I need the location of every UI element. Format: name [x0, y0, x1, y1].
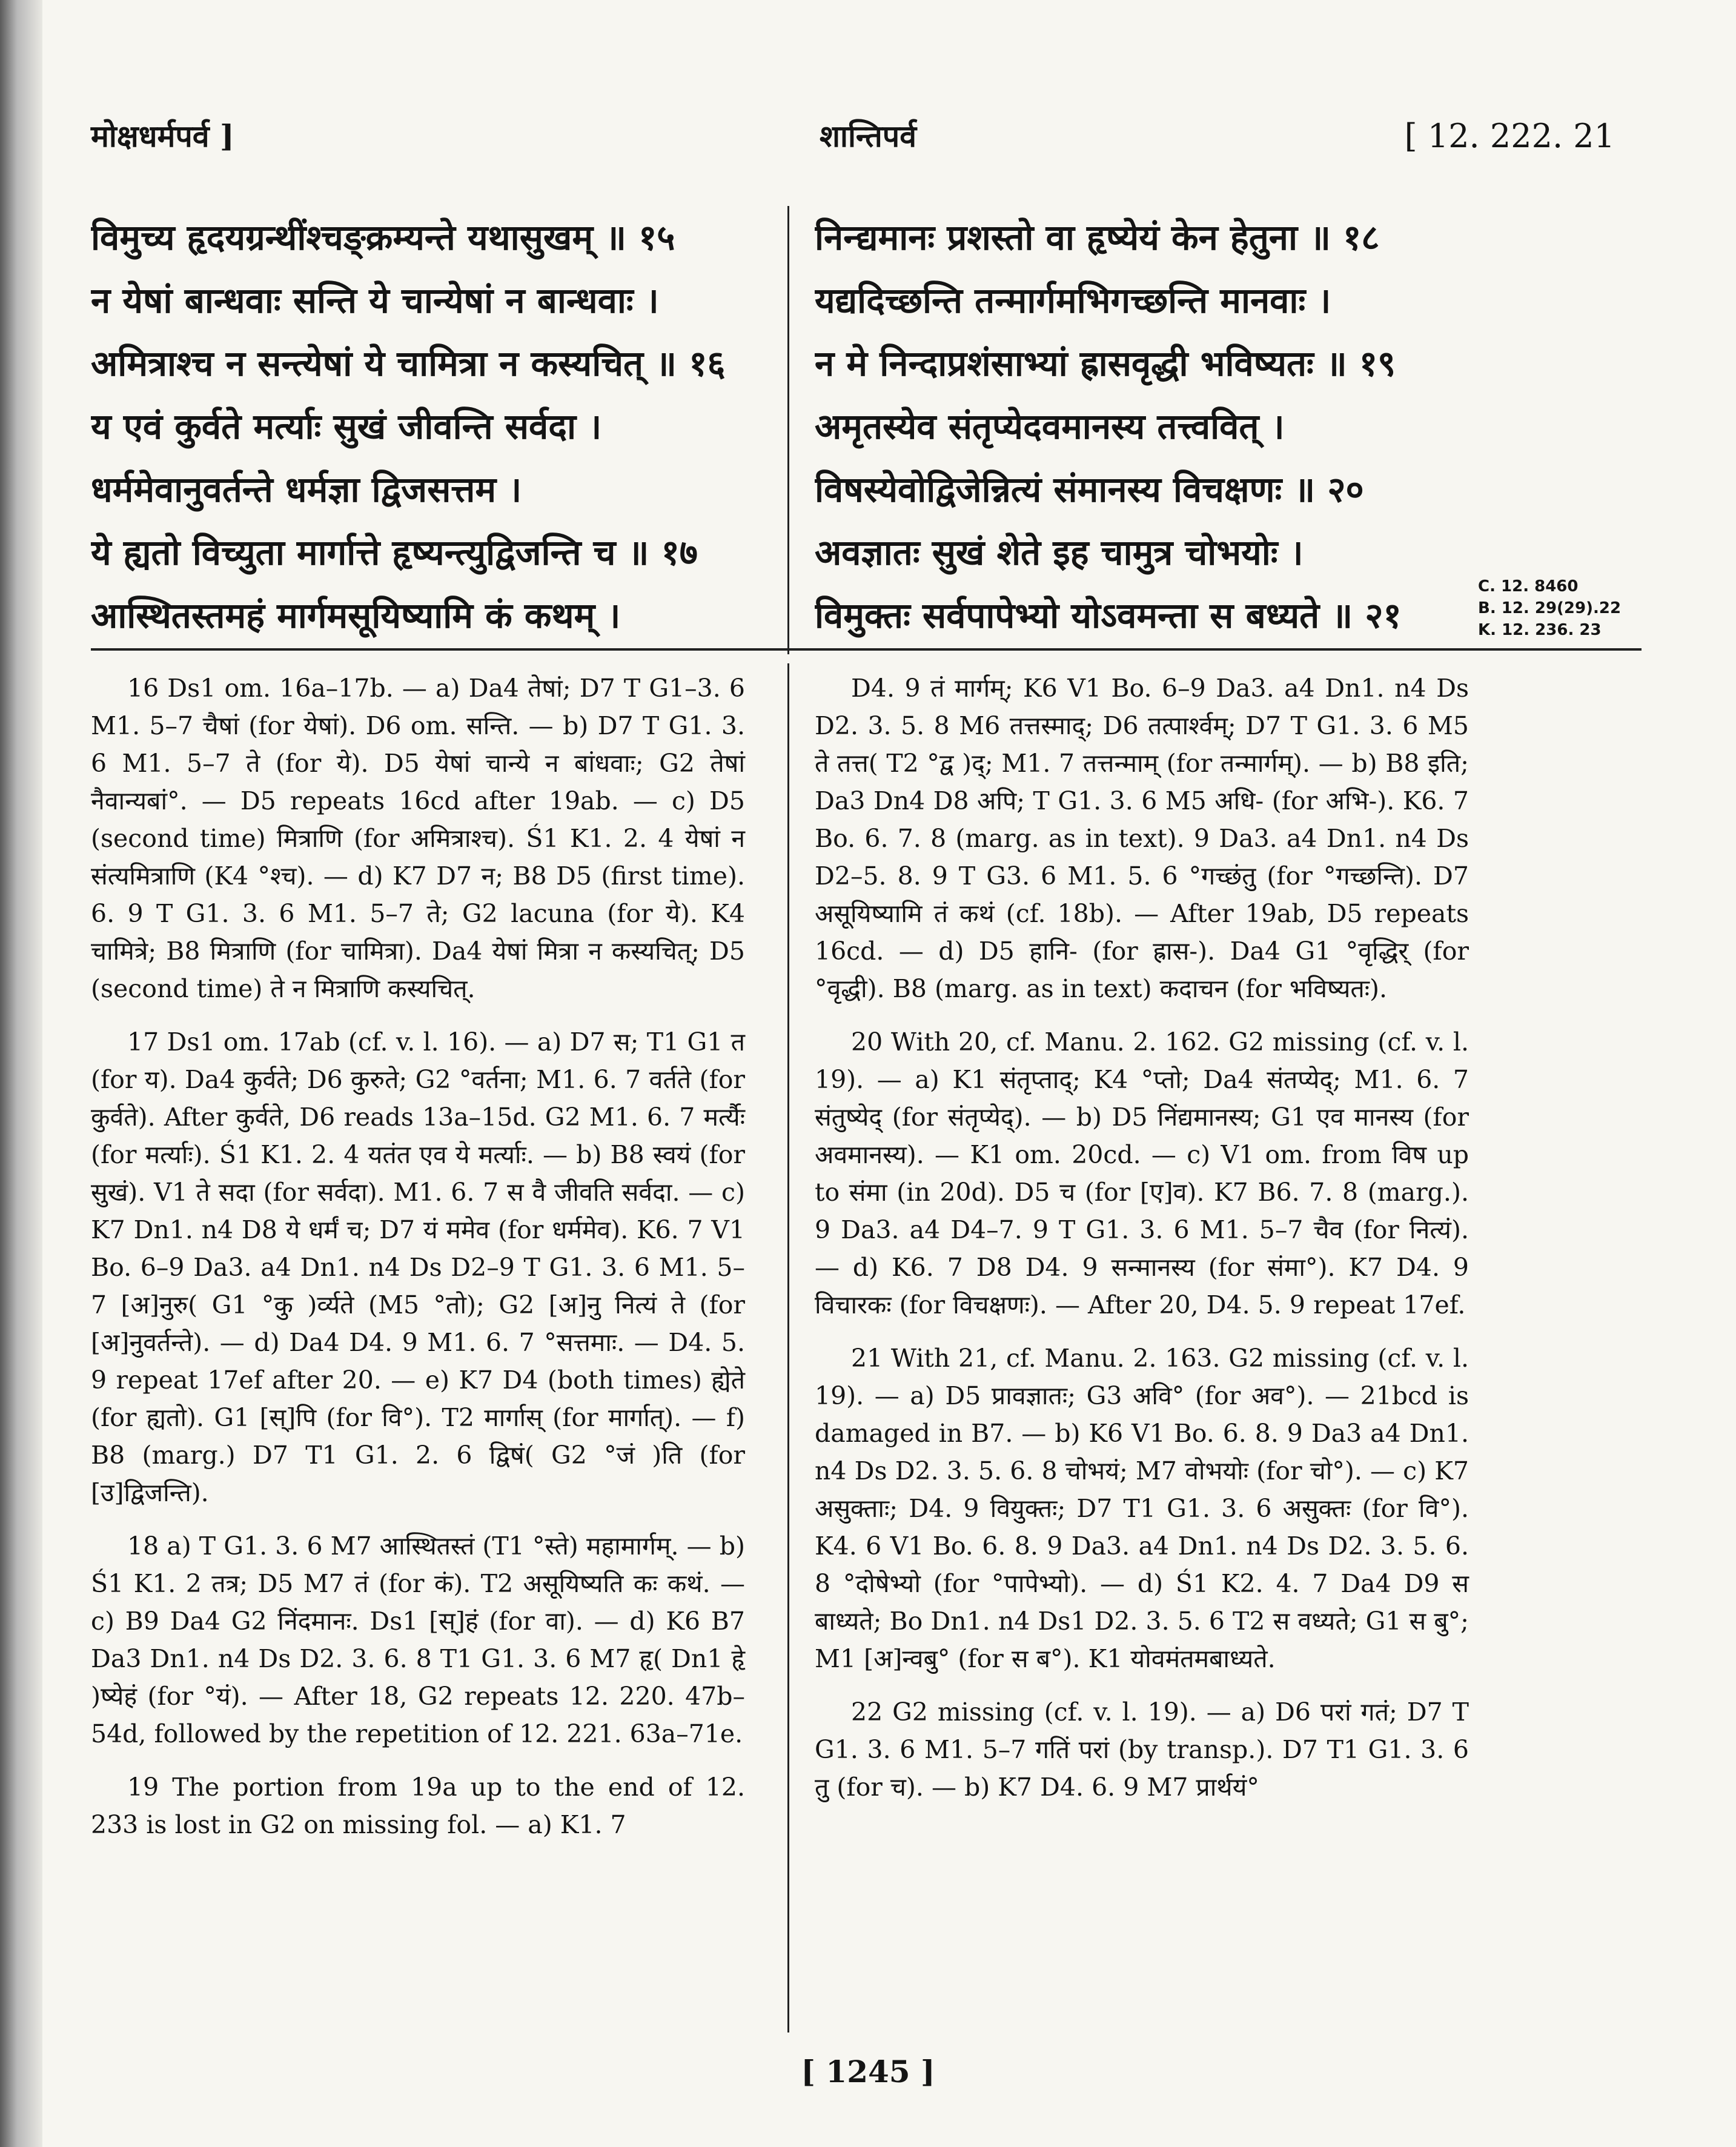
running-head-reference: [ 12. 222. 21	[1404, 117, 1615, 155]
apparatus-note: 16 Ds1 om. 16a–17b. — a) Da4 तेषां; D7 T G1–3. 6 M1. 5–7 चैषां (for येषां). D6 om. सन्ति. — b) D7 T G1. 3. 6 M1. 5–7 ते (for ये). D5 येषां चान्ये न बांधवाः; G2 तेषां नैवान्यबां°. — D5 repeats 16cd after 19ab. — c) D5 (second time) मित्राणि (for अमित्राश्च). Ś1 K1. 2. 4 येषां न संत्यमित्राणि (K4 °श्च). — d) K7 D7 न; B8 D5 (first time). 6. 9 T G1. 3. 6 M1. 5–7 ते; G2 lacuna (for ये). K4 चामित्रे; B8 मित्राणि (for चामित्रा). Da4 येषां मित्रा न कस्यचित्; D5 (second time) ते न मित्राणि कस्यचित्.	[91, 674, 745, 1003]
verse-line: न मे निन्दाप्रशंसाभ्यां ह्रासवृद्धी भविष्यतः ॥ १९	[815, 343, 1396, 384]
critical-apparatus-right	[815, 669, 1469, 1822]
scan-gutter	[0, 0, 42, 2147]
concordance-references	[1478, 576, 1621, 641]
apparatus-note: 20 With 20, cf. Manu. 2. 162. G2 missing (cf. v. l. 19). — a) K1 संतृप्ताद्; K4 °प्तो; Da4 संतप्येद्; M1. 6. 7 संतुष्येद् (for संतृप्येद्). — b) D5 निंद्यमानस्य; G1 एव मानस्य (for अवमानस्य). — K1 om. 20cd. — c) V1 om. from विष up to संमा (in 20d). D5 च (for [ए]व). K7 B6. 7. 8 (marg.). 9 Da3. a4 D4–7. 9 T G1. 3. 6 M1. 5–7 चैव (for नित्यं). — d) K6. 7 D8 D4. 9 सन्मानस्य (for संमा°). K7 D4. 9 विचारकः (for विचक्षणः). — After 20, D4. 5. 9 repeat 17ef.	[815, 1027, 1469, 1319]
verse-line: विषस्येवोद्विजेन्नित्यं संमानस्य विचक्षणः ॥ २०	[815, 469, 1364, 510]
apparatus-note: 22 G2 missing (cf. v. l. 19). — a) D6 परां गतं; D7 T G1. 3. 6 M1. 5–7 गतिं परां (by transp.). D7 T1 G1. 3. 6 तु (for च). — b) K7 D4. 6. 9 M7 प्रार्थयं°	[815, 1697, 1469, 1802]
page-number: [ 1245 ]	[801, 2054, 935, 2089]
verse-line: न येषां बान्धवाः सन्ति ये चान्येषां न बान्धवाः ।	[91, 280, 659, 321]
verse-line: अमित्राश्च न सन्त्येषां ये चामित्रा न कस्यचित् ॥ १६	[91, 343, 726, 384]
verse-line: आस्थितस्तमहं मार्गमसूयिष्यामि कं कथम् ।	[91, 595, 621, 636]
concordance-line: C. 12. 8460	[1478, 577, 1579, 596]
verse-line: निन्द्यमानः प्रशस्तो वा हृष्येयं केन हेतुना ॥ १८	[815, 217, 1380, 258]
verse-line: धर्ममेवानुवर्तन्ते धर्मज्ञा द्विजसत्तम ।	[91, 469, 522, 510]
verse-line: विमुच्य हृदयग्रन्थींश्चङ्क्रम्यन्ते यथासुखम् ॥ १५	[91, 217, 675, 258]
column-divider	[787, 663, 789, 2033]
apparatus-note: 19 The portion from 19a up to the end of 12. 233 is lost in G2 on missing fol. — a) K1. 7	[91, 1773, 745, 1839]
verse-line: ये ह्यतो विच्युता मार्गात्ते हृष्यन्त्युद्विजन्ति च ॥ १७	[91, 532, 698, 573]
column-divider	[787, 206, 789, 654]
apparatus-note: 18 a) T G1. 3. 6 M7 आस्थितस्तं (T1 °स्ते) महामार्गम्. — b) Ś1 K1. 2 तत्र; D5 M7 तं (for कं). T2 असूयिष्यति कः कथं. — c) B9 Da4 G2 निंदमानः. Ds1 [स्]हं (for वा). — d) K6 B7 Da3 Dn1. n4 Ds D2. 3. 6. 8 T1 G1. 3. 6 M7 हृ( Dn1 हृे )ष्येहं (for °यं). — After 18, G2 repeats 12. 220. 47b–54d, followed by the repetition of 12. 221. 63a–71e.	[91, 1531, 745, 1748]
verse-line: य एवं कुर्वते मर्त्याः सुखं जीवन्ति सर्वदा ।	[91, 406, 602, 447]
verse-column-left	[91, 206, 775, 647]
concordance-line: K. 12. 236. 23	[1478, 621, 1602, 639]
apparatus-note: 17 Ds1 om. 17ab (cf. v. l. 16). — a) D7 स; T1 G1 त (for य). Da4 कुर्वते; D6 कुरुते; G2 °वर्तना; M1. 6. 7 वर्तते (for कुर्वते). After कुर्वते, D6 reads 13a–15d. G2 M1. 6. 7 मर्त्यैः (for मर्त्याः). Ś1 K1. 2. 4 यतंत एव ये मर्त्याः. — b) B8 स्वयं (for सुखं). V1 ते सदा (for सर्वदा). M1. 6. 7 स वै जीवति सर्वदा. — c) K7 Dn1. n4 D8 ये धर्मं च; D7 यं ममेव (for धर्ममेव). K6. 7 V1 Bo. 6–9 Da3. a4 Dn1. n4 Ds D2–9 T G1. 3. 6 M1. 5–7 [अ]नुरु( G1 °कु )र्व्यते (M5 °तो); G2 [अ]नु नित्यं ते (for [अ]नुवर्तन्ते). — d) Da4 D4. 9 M1. 6. 7 °सत्तमाः. — D4. 5. 9 repeat 17ef after 20. — e) K7 D4 (both times) ह्येते (for ह्यतो). G1 [स्]पि (for वि°). T2 मार्गास् (for मार्गात्). — f) B8 (marg.) D7 T1 G1. 2. 6 द्विषं( G2 °जं )ति (for [उ]द्विजन्ति).	[91, 1027, 745, 1507]
running-head-left: मोक्षधर्मपर्व ]	[91, 118, 234, 154]
verse-line: यद्यदिच्छन्ति तन्मार्गमभिगच्छन्ति मानवाः ।	[815, 280, 1331, 321]
concordance-line: B. 12. 29(29).22	[1478, 599, 1622, 617]
verse-line: अमृतस्येव संतृप्येदवमानस्य तत्त्ववित् ।	[815, 406, 1285, 447]
verse-line: विमुक्तः सर्वपापेभ्यो योऽवमन्ता स बध्यते ॥ २१	[815, 595, 1402, 636]
verse-line: अवज्ञातः सुखं शेते इह चामुत्र चोभयोः ।	[815, 532, 1304, 573]
critical-apparatus-left	[91, 669, 745, 1859]
apparatus-note: 21 With 21, cf. Manu. 2. 163. G2 missing (cf. v. l. 19). — a) D5 प्रावज्ञातः; G3 अवि° (for अव°). — 21bcd is damaged in B7. — b) K6 V1 Bo. 6. 8. 9 Da3 a4 Dn1. n4 Ds D2. 3. 5. 6. 8 चोभयं; M7 वोभयोः (for चो°). — c) K7 असुक्ताः; D4. 9 वियुक्तः; D7 T1 G1. 3. 6 असुक्तः (for वि°). K4. 6 V1 Bo. 6. 8. 9 Da3. a4 Dn1. n4 Ds D2. 3. 5. 6. 8 °दोषेभ्यो (for °पापेभ्यो). — d) Ś1 K2. 4. 7 Da4 D9 स बाध्यते; Bo Dn1. n4 Ds1 D2. 3. 5. 6 T2 स वध्यते; G1 स बु°; M1 [अ]न्वबु° (for स ब°). K1 योवमंतमबाध्यते.	[815, 1344, 1469, 1673]
running-head-title: शान्तिपर्व	[820, 118, 916, 154]
verse-column-right	[815, 206, 1499, 647]
text-apparatus-separator	[91, 648, 1642, 651]
apparatus-note: D4. 9 तं मार्गम्; K6 V1 Bo. 6–9 Da3. a4 Dn1. n4 Ds D2. 3. 5. 8 M6 तत्तस्माद्; D6 तत्पार्श्वम्; D7 T G1. 3. 6 M5 ते तत्त( T2 °द्व )द्; M1. 7 तत्तन्माम् (for तन्मार्गम्). — b) B8 इति; Da3 Dn4 D8 अपि; T G1. 3. 6 M5 अधि- (for अभि-). K6. 7 Bo. 6. 7. 8 (marg. as in text). 9 Da3. a4 Dn1. n4 Ds D2–5. 8. 9 T G3. 6 M1. 5. 6 °गच्छंतु (for °गच्छन्ति). D7 असूयिष्यामि तं कथं (cf. 18b). — After 19ab, D5 repeats 16cd. — d) D5 हानि- (for ह्रास-). Da4 G1 °वृद्धिर् (for °वृद्धी). B8 (marg. as in text) कदाचन (for भविष्यतः).	[815, 674, 1469, 1003]
